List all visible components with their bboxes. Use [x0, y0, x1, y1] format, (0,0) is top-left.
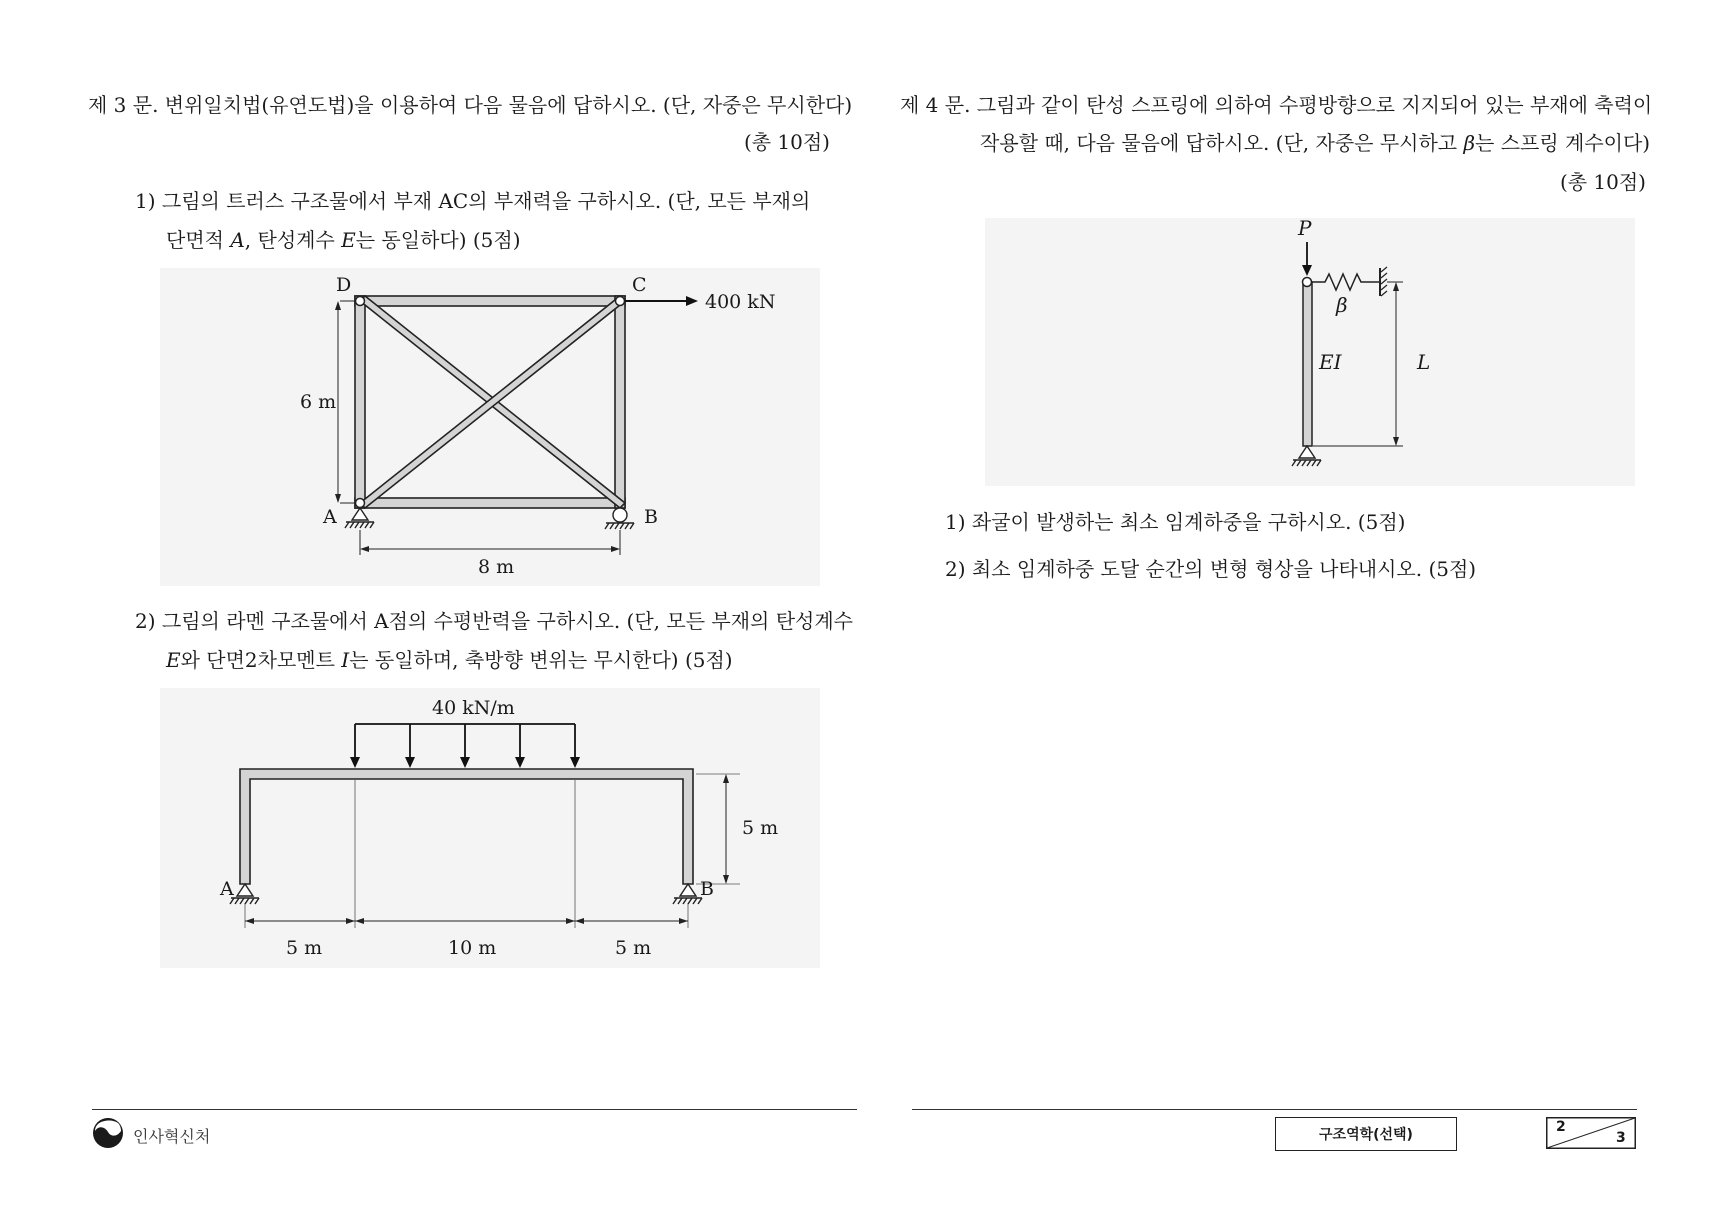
column-figure	[985, 218, 1635, 486]
q3-sub2-line2: E와 단면2차모멘트 I는 동일하며, 축방향 변위는 무시한다) (5점)	[166, 648, 733, 672]
column-diagram	[985, 218, 1635, 486]
label-D: D	[336, 274, 352, 296]
pin-support-A	[345, 508, 374, 528]
load-arrow	[625, 296, 698, 306]
q4-header-line1: 제 4 문. 그림과 같이 탄성 스프링에 의하여 수평방향으로 지지되어 있는 부재에 축력이	[900, 93, 1653, 117]
page-total: 3	[1616, 1130, 1626, 1146]
frame-members	[240, 769, 693, 884]
member-DC	[355, 296, 625, 306]
span1-label: 5 m	[286, 937, 323, 959]
member-AD	[355, 296, 365, 508]
frame-label-B: B	[700, 878, 714, 900]
joint-C	[616, 297, 625, 306]
frame-figure	[160, 688, 820, 968]
q3-total-points: (총 10점)	[743, 130, 830, 154]
joint-D	[356, 297, 365, 306]
span-dimensions	[245, 918, 688, 924]
truss-figure	[160, 268, 820, 586]
page-current: 2	[1556, 1119, 1566, 1135]
label-B: B	[644, 506, 658, 528]
member-AB	[355, 498, 625, 508]
width-label: 8 m	[478, 556, 515, 578]
q4-header-line2: 작용할 때, 다음 물음에 답하시오. (단, 자중은 무시하고 β는 스프링 계수이다)	[980, 131, 1651, 155]
footer-org-name: 인사혁신처	[133, 1127, 211, 1146]
frame-diagram	[160, 688, 820, 968]
q4-total-points: (총 10점)	[1559, 170, 1646, 194]
subject-label: 구조역학(선택)	[1275, 1117, 1457, 1151]
spring-wall	[1380, 267, 1387, 296]
column-member	[1303, 282, 1312, 446]
q3-header: 제 3 문. 변위일치법(유연도법)을 이용하여 다음 물음에 답하시오. (단, 자중은 무시한다)	[88, 93, 853, 117]
government-logo-icon	[92, 1117, 124, 1149]
footer-rule-left	[92, 1109, 857, 1110]
extension-lines	[245, 774, 740, 928]
q3-sub1-line2: 단면적 A, 탄성계수 E는 동일하다) (5점)	[166, 228, 521, 252]
height-dimension	[335, 301, 355, 503]
span2-label: 10 m	[448, 937, 497, 959]
label-P: P	[1298, 218, 1312, 240]
frame-label-A: A	[220, 878, 234, 900]
q3-sub2-line1: 2) 그림의 라멘 구조물에서 A점의 수평반력을 구하시오. (단, 모든 부재의 탄성계수	[135, 609, 853, 633]
frame-height-dimension	[723, 774, 729, 884]
column-pin-support	[1292, 446, 1321, 466]
roller-support-B	[605, 508, 634, 529]
joint-A	[356, 499, 365, 508]
q3-sub1-line1: 1) 그림의 트러스 구조물에서 부재 AC의 부재력을 구하시오. (단, 모든 부재의	[135, 189, 811, 213]
frame-load-label: 40 kN/m	[432, 697, 515, 719]
member-BC	[615, 296, 625, 508]
axial-load-arrow	[1302, 242, 1312, 276]
height-label: 6 m	[300, 391, 337, 413]
distributed-load	[350, 724, 580, 768]
page-number-box	[1546, 1117, 1636, 1149]
pin-support-A2	[230, 884, 259, 904]
width-dimension	[360, 530, 620, 555]
q4-sub1: 1) 좌굴이 발생하는 최소 임계하중을 구하시오. (5점)	[945, 510, 1406, 534]
label-A: A	[323, 506, 337, 528]
frame-height-label: 5 m	[742, 817, 779, 839]
label-L: L	[1417, 350, 1431, 374]
span3-label: 5 m	[615, 937, 652, 959]
load-label: 400 kN	[705, 291, 776, 313]
column-top-joint	[1303, 278, 1312, 287]
label-EI: EI	[1319, 350, 1342, 374]
label-C: C	[632, 274, 647, 296]
truss-diagram	[160, 268, 820, 586]
q4-sub2: 2) 최소 임계하중 도달 순간의 변형 형상을 나타내시오. (5점)	[945, 557, 1477, 581]
pin-support-B2	[673, 884, 702, 904]
label-beta: β	[1336, 293, 1348, 317]
footer-rule-right	[912, 1109, 1637, 1110]
spring	[1312, 274, 1380, 290]
